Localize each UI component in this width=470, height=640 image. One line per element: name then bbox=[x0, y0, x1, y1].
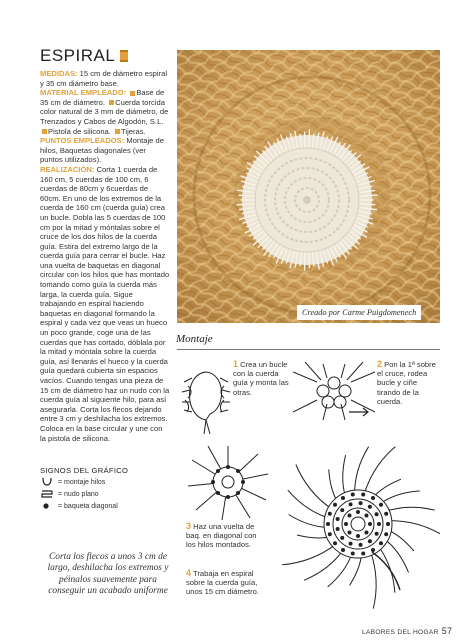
step-number: 1 bbox=[233, 359, 239, 369]
step-4 bbox=[186, 569, 270, 597]
flat-knot-icon bbox=[40, 489, 54, 499]
thread-line bbox=[388, 521, 440, 536]
fringe-strand bbox=[309, 130, 310, 150]
step-2 bbox=[377, 360, 439, 406]
diagonal-rib-dot bbox=[349, 502, 353, 506]
thread-line bbox=[385, 507, 435, 511]
diagonal-rib-dot bbox=[356, 534, 360, 538]
diagonal-rib-dot bbox=[368, 522, 372, 526]
sign-label: = montaje hilos bbox=[58, 478, 106, 486]
woven-basket-illustration bbox=[177, 50, 440, 323]
page-title bbox=[40, 46, 128, 66]
diagonal-rib-dot bbox=[371, 548, 375, 552]
diagonal-rib-dot bbox=[384, 532, 388, 536]
material-paragraph bbox=[40, 88, 170, 136]
diagonal-rib-dot bbox=[328, 532, 332, 536]
thread-line bbox=[350, 554, 362, 586]
diagonal-rib-dot bbox=[359, 543, 363, 547]
thread-line bbox=[296, 465, 332, 510]
diagonal-rib-dot bbox=[379, 541, 383, 545]
fringe-strand bbox=[305, 132, 306, 150]
step-text: Haz una vuelta de baq. en diagonal con los hilos montados. bbox=[186, 522, 257, 550]
mounting-threads-icon bbox=[40, 477, 54, 487]
diagonal-rib-dot bbox=[351, 492, 355, 496]
step-text: Crea un bucle con la cuerda guía y monta las otras. bbox=[233, 360, 289, 397]
thread-line bbox=[304, 550, 343, 580]
diagonal-rib-dot bbox=[377, 522, 381, 526]
realizacion-label: REALIZACIÓN: bbox=[40, 164, 95, 174]
diagonal-rib-dot bbox=[364, 530, 368, 534]
material-item: Tijeras. bbox=[121, 126, 146, 136]
sign-row bbox=[40, 501, 160, 511]
step-text: Pon la 1ª sobre el cruce, rodea bucle y ciñe tirando de la cuerda. bbox=[377, 360, 436, 406]
diagonal-rib-dot bbox=[359, 501, 363, 505]
puntos-label: PUNTOS EMPLEADOS: bbox=[40, 136, 125, 146]
diagonal-rib-dot bbox=[386, 522, 390, 526]
thread-line bbox=[282, 544, 336, 564]
diagonal-rib-dot bbox=[340, 508, 344, 512]
photo-credit: Creado por Carme Puigdomenech bbox=[297, 305, 421, 320]
diagonal-rib-dot bbox=[368, 539, 372, 543]
section-divider bbox=[177, 349, 440, 350]
thread-line bbox=[380, 491, 420, 504]
diagonal-rib-dot bbox=[348, 514, 352, 518]
step-number: 4 bbox=[186, 568, 192, 578]
thread-line bbox=[289, 515, 329, 528]
diagonal-rib-dot bbox=[351, 552, 355, 556]
sign-label: = baqueta diagonal bbox=[58, 502, 118, 510]
thread-line bbox=[378, 546, 395, 593]
thread-line bbox=[371, 551, 377, 608]
step3-diagram bbox=[186, 444, 270, 520]
diagonal-rib-dot bbox=[326, 522, 330, 526]
title-text: ESPIRAL bbox=[40, 46, 116, 65]
product-photo bbox=[177, 50, 440, 323]
thread-line bbox=[364, 447, 395, 495]
realizacion-text: Corta 1 cuerda de 160 cm, 5 cuerdas de 100 cm, 6 cuerdas de 80cm y 6cuerdas de 60cm. En uno de los extremos de la cuerda de 160 cm (cuerda guía) crea un bucle. Dobla las 5 cuerdas de 100 cm por la mitad y móntalas sobre el cruce de los dos hilos de la cuerda guía. Estira del extremo largo de la cuerda guía para cerrar el bucle. Haz una vuelta de baquetas en diagonal circular con los hilos que has montado tomando como guía la cuerda más larga, la cuerda guía. Sigue trabajando en espiral haciendo baquetas en diagonal formando la espiral y cada vez que veas un hueco un poco grande, coge una de las cuerdas que has cortado, dóblala por la mitad y móntala sobre la cuerda guía, así llenarás el hueco y la cuerda guía quedará cubierta sin espacios vacíos. Cuando tengas una pieza de 15 cm de diámetro haz un nudo con la cuerda guía al siguiente hilo, para así asegurarla. Corta los flecos dejando entre 3 cm y deshilacha los extremos. Coloca en la base circular y une con la pistola de silicona. bbox=[40, 164, 170, 443]
step-1 bbox=[233, 360, 295, 397]
bullet-square-icon bbox=[109, 100, 114, 105]
medidas-paragraph bbox=[40, 69, 170, 88]
thread-line bbox=[328, 553, 352, 587]
diagonal-rib-dot bbox=[375, 512, 379, 516]
diagonal-rib-dot bbox=[361, 492, 365, 496]
diagonal-rib-dot bbox=[384, 512, 388, 516]
step-3 bbox=[186, 522, 266, 550]
bullet-square-icon bbox=[42, 129, 47, 134]
medidas-text: 15 cm de diámetro espiral y 35 cm diámetro base. bbox=[40, 69, 168, 88]
diagonal-rib-dot bbox=[368, 505, 372, 509]
diagonal-rib-dot bbox=[341, 496, 345, 500]
sign-row bbox=[40, 477, 160, 487]
fringe-strand bbox=[309, 250, 310, 268]
material-label: MATERIAL EMPLEADO: bbox=[40, 88, 127, 98]
thread-line bbox=[329, 469, 338, 502]
instructions-text bbox=[40, 69, 170, 443]
step-number: 3 bbox=[186, 521, 192, 531]
bullet-square-icon bbox=[130, 91, 135, 96]
diagonal-rib-dot bbox=[340, 536, 344, 540]
diagonal-rib-dot bbox=[375, 532, 379, 536]
bullet-square-icon bbox=[115, 129, 120, 134]
fringe-strand bbox=[305, 250, 306, 270]
puntos-paragraph bbox=[40, 136, 170, 165]
puntos-text: Montaje de hilos, Baquetas diagonales (ver puntos utilizados). bbox=[40, 136, 164, 165]
step4-diagram bbox=[272, 440, 440, 610]
diagonal-rib-dot bbox=[371, 496, 375, 500]
page-number: 57 bbox=[441, 626, 453, 636]
diagonal-rib-dot bbox=[336, 517, 340, 521]
thread-spool-icon bbox=[120, 50, 128, 62]
diagonal-rib-dot bbox=[333, 541, 337, 545]
diagonal-rib-dot-icon bbox=[40, 501, 54, 511]
step-text: Trabaja en espiral sobre la cuerda guía, unos 15 cm diámetro. bbox=[186, 569, 260, 597]
material-item: Base de 35 cm de diámetro. bbox=[40, 88, 165, 107]
sign-label: = nudo plano bbox=[58, 490, 99, 498]
diagonal-rib-dot bbox=[336, 527, 340, 531]
material-item: Pistola de silicona. bbox=[48, 126, 111, 136]
diagonal-rib-dot bbox=[379, 503, 383, 507]
diagonal-rib-dot bbox=[361, 552, 365, 556]
magazine-name: LABORES DEL HOGAR bbox=[362, 629, 439, 636]
sign-row bbox=[40, 489, 160, 499]
thread-line bbox=[288, 490, 329, 518]
step2-diagram bbox=[293, 362, 375, 422]
diagonal-rib-dot bbox=[328, 512, 332, 516]
signs-title: SIGNOS DEL GRÁFICO bbox=[40, 466, 129, 475]
diagonal-rib-dot bbox=[344, 522, 348, 526]
diagonal-rib-dot bbox=[356, 510, 360, 514]
realizacion-paragraph bbox=[40, 165, 170, 443]
tip-quote: Corta los flecos a unos 3 cm de largo, deshilacha los extremos y péinalos suavemente para conseguir un acabado uniforme bbox=[47, 552, 169, 597]
medidas-label: MEDIDAS: bbox=[40, 69, 78, 78]
diagonal-rib-dot bbox=[364, 514, 368, 518]
diagonal-rib-dot bbox=[333, 503, 337, 507]
step-number: 2 bbox=[377, 359, 383, 369]
diagonal-rib-dot bbox=[349, 542, 353, 546]
page-footer bbox=[362, 626, 452, 636]
material-item: Cuerda torcida color natural de 3 mm de diámetro, de Trenzados y Cabos de Algodón, S.L. bbox=[40, 97, 169, 126]
diagonal-rib-dot bbox=[341, 548, 345, 552]
thread-line bbox=[387, 530, 413, 551]
thread-line bbox=[343, 455, 346, 497]
diagonal-rib-dot bbox=[348, 530, 352, 534]
montaje-title: Montaje bbox=[176, 333, 213, 345]
step1-diagram bbox=[180, 356, 232, 436]
